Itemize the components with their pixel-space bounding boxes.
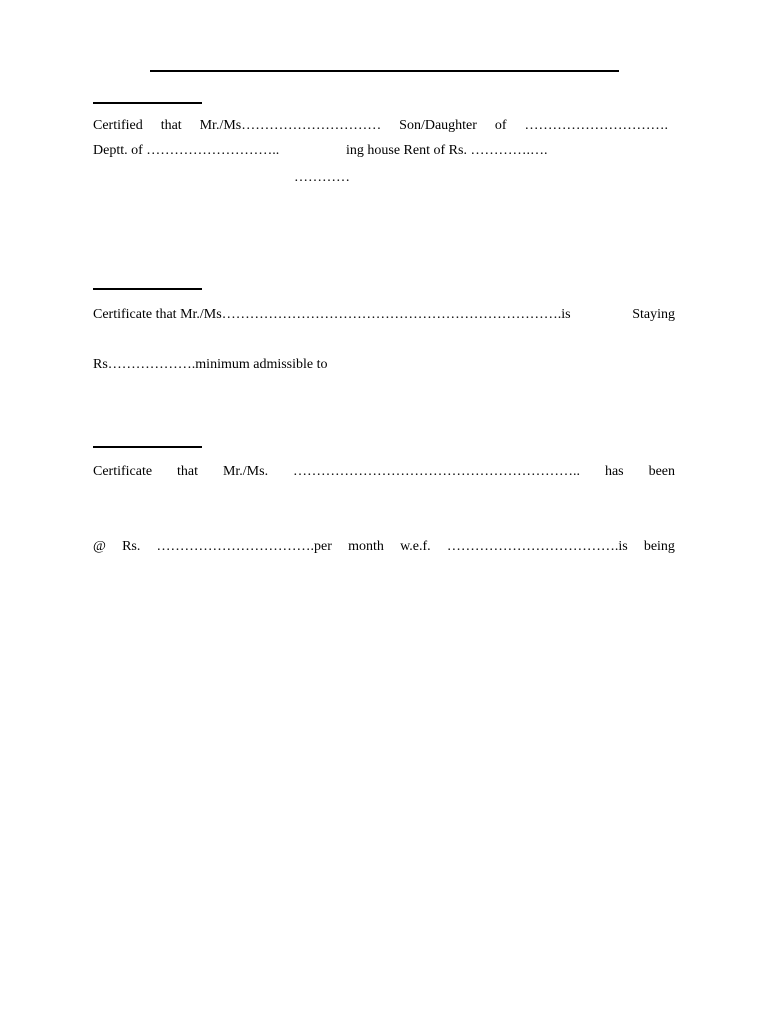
section-3-line-1 (93, 464, 675, 480)
certificate-staying-text: Certificate that Mr./Ms……………………………………………………………….is (93, 307, 571, 322)
word: of (494, 118, 507, 133)
word: Certified (93, 118, 143, 133)
word: Mr./Ms. (222, 464, 269, 479)
amount-blank: …………………………….per (156, 539, 332, 554)
word: has (604, 464, 624, 479)
section-3-line-2 (93, 539, 675, 555)
word: Staying (632, 307, 675, 322)
section-1-heading-rule (93, 102, 202, 104)
word: being (643, 539, 675, 554)
title-underline (150, 70, 619, 72)
section-3-heading-rule (93, 446, 202, 448)
section-1-line-3: ………… (294, 170, 350, 185)
word: w.e.f. (400, 539, 431, 554)
word: that (177, 464, 199, 479)
parent-name-blank: …………………………. (524, 118, 668, 133)
name-blank: Mr./Ms………………………… (199, 118, 382, 133)
word: Son/Daughter (399, 118, 477, 133)
date-blank: ……………………………….is (446, 539, 628, 554)
section-2-line-1 (93, 307, 675, 323)
word: Rs. (122, 539, 141, 554)
word: been (648, 464, 675, 479)
name-blank: …………………………………………………….. (293, 464, 581, 479)
word: month (348, 539, 384, 554)
word: @ (93, 539, 106, 554)
word: Certificate (93, 464, 153, 479)
department-text: Deptt. of ……………………….. (93, 143, 280, 158)
word: that (160, 118, 182, 133)
house-rent-text: ing house Rent of Rs. ………….…. (346, 143, 548, 158)
section-2-line-2: Rs……………….minimum admissible to (93, 357, 328, 372)
section-2-heading-rule (93, 288, 202, 290)
section-1-line-1 (93, 118, 668, 134)
